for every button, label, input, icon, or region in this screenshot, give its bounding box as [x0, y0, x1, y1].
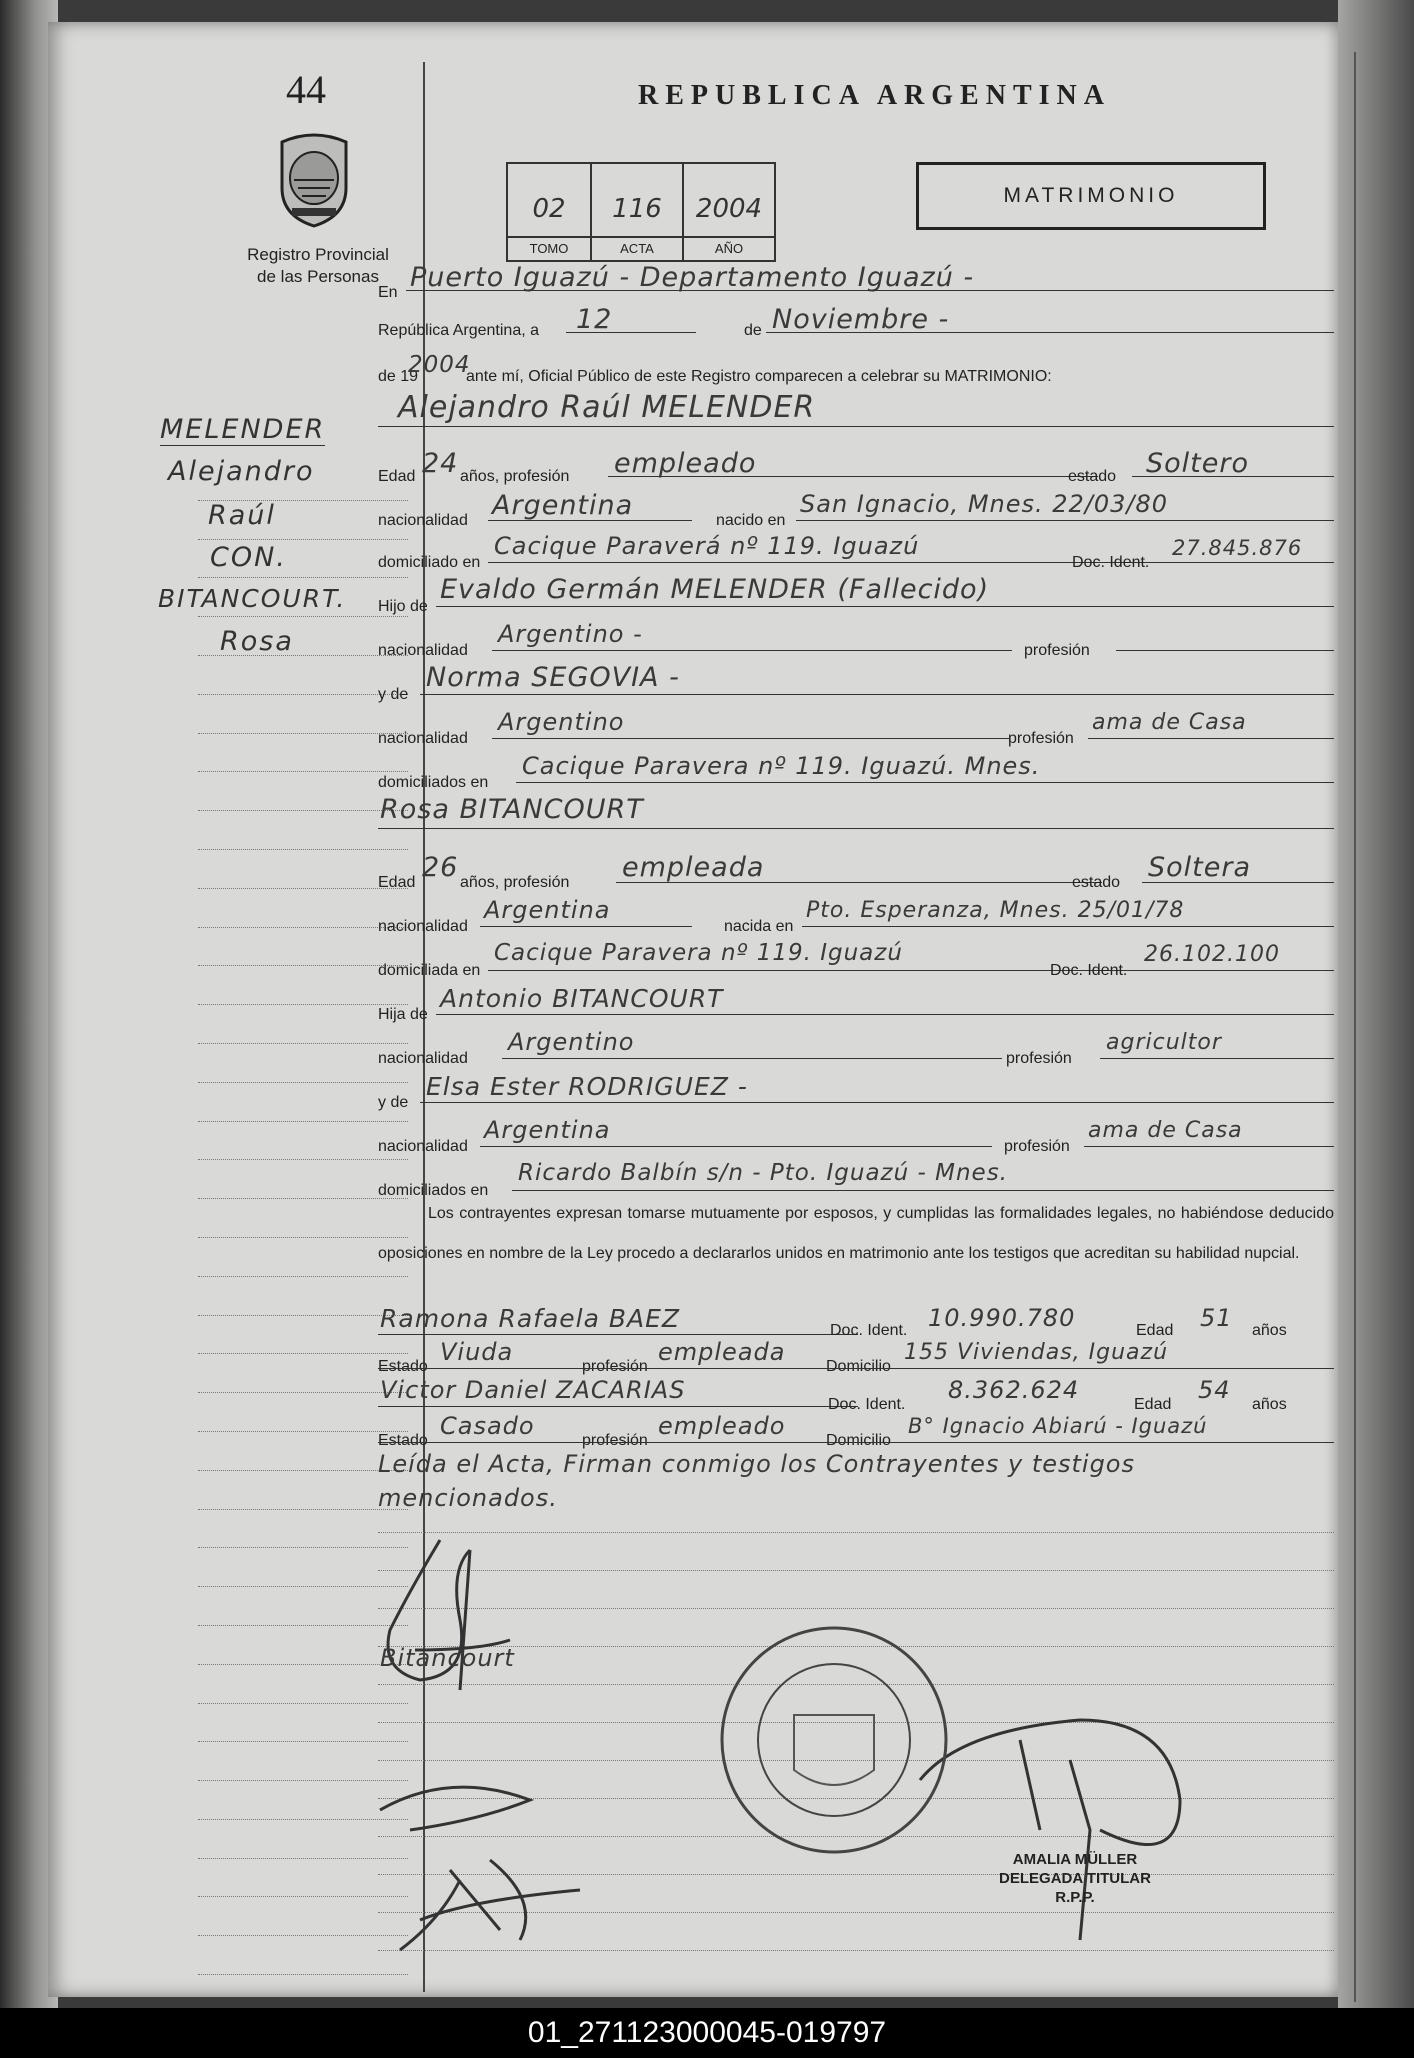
- bride-father-prof-line: [1100, 1058, 1334, 1059]
- anio-cell: [684, 164, 774, 260]
- groom-profesion-label: años, profesión: [460, 468, 570, 485]
- bride-father-prof: agricultor: [1106, 1030, 1222, 1055]
- groom-nac-label: nacionalidad: [378, 512, 468, 529]
- groom-parents-address: Cacique Paravera nº 119. Iguazú. Mnes.: [522, 752, 1041, 780]
- groom-mother-nat: Argentino: [498, 708, 625, 736]
- tomo-value: 02: [532, 194, 566, 224]
- bride-address-line: [488, 970, 1334, 971]
- bride-parents-dom-label: domiciliados en: [378, 1182, 489, 1199]
- bride-father-label: Hija de: [378, 1006, 428, 1023]
- groom-birth-line: [796, 520, 1334, 521]
- groom-address: Cacique Paraverá nº 119. Iguazú: [494, 532, 920, 560]
- tomo-label: TOMO: [508, 236, 590, 260]
- witness2-dom-label: Domicilio: [826, 1432, 891, 1449]
- bride-father-nat: Argentino: [508, 1028, 635, 1056]
- official-signature-block: [975, 1850, 1175, 1907]
- witness2-edad-label: Edad: [1134, 1396, 1172, 1413]
- bride-mother-line: [420, 1102, 1334, 1103]
- bride-nationality: Argentina: [484, 896, 611, 924]
- witness1-name: Ramona Rafaela BAEZ: [380, 1304, 681, 1333]
- month-line: [766, 332, 1334, 333]
- bride-estado-label: estado: [1072, 874, 1121, 891]
- province-crest-icon: [272, 128, 356, 228]
- witness2-anos-label: años: [1252, 1396, 1287, 1413]
- witness2-line2: [378, 1442, 1334, 1443]
- acta-cell: [592, 164, 684, 260]
- bride-signature: Bitancourt: [380, 1644, 515, 1672]
- bride-mother-prof: ama de Casa: [1088, 1118, 1243, 1143]
- groom-mother-prof: ama de Casa: [1092, 710, 1247, 735]
- groom-estado-label: estado: [1068, 468, 1117, 485]
- groom-name: Alejandro Raúl MELENDER: [398, 390, 816, 425]
- groom-father-prof-label: profesión: [1024, 642, 1090, 659]
- margin-note-line5: BITANCOURT.: [158, 584, 347, 613]
- bride-name: Rosa BITANCOURT: [380, 794, 644, 825]
- groom-father-prof-line: [1116, 650, 1334, 651]
- bride-profession: empleada: [622, 852, 765, 883]
- witness2-doc-label: Doc. Ident.: [828, 1396, 906, 1413]
- official-org: R.P.P.: [1055, 1889, 1095, 1906]
- witness1-profession: empleada: [658, 1338, 786, 1366]
- official-name: AMALIA MÜLLER: [1012, 1851, 1138, 1868]
- margin-note-line3: Raúl: [208, 500, 276, 531]
- groom-mother: Norma SEGOVIA -: [426, 662, 680, 693]
- bride-father-prof-label: profesión: [1006, 1050, 1072, 1067]
- witness1-anos-label: años: [1252, 1322, 1287, 1339]
- bride-name-line: [378, 828, 1334, 829]
- witness2-profession: empleado: [658, 1412, 786, 1440]
- witness1-age: 51: [1200, 1304, 1233, 1332]
- bride-edad-label: Edad: [378, 874, 416, 891]
- bride-mother-nac-label: nacionalidad: [378, 1138, 468, 1155]
- bride-mother-prof-label: profesión: [1004, 1138, 1070, 1155]
- groom-mother-nat-line: [492, 738, 1010, 739]
- witness2-prof-label: profesión: [582, 1432, 648, 1449]
- closing-line1: Leída el Acta, Firman conmigo los Contrayentes y testigos: [378, 1450, 1135, 1478]
- year-value: 2004: [408, 352, 471, 378]
- witness2-age: 54: [1198, 1376, 1231, 1404]
- place-line: [406, 290, 1334, 291]
- bride-nacida-label: nacida en: [724, 918, 794, 935]
- groom-address-line: [488, 562, 1334, 563]
- groom-estado-line: [1132, 476, 1334, 477]
- anio-value: 2004: [695, 194, 763, 224]
- bride-mother-nat: Argentina: [484, 1116, 611, 1144]
- groom-mother-prof-line: [1088, 738, 1334, 739]
- groom-father-line: [436, 606, 1334, 607]
- bride-father-nac-label: nacionalidad: [378, 1050, 468, 1067]
- margin-note-line6: Rosa: [220, 626, 294, 657]
- groom-mother-label: y de: [378, 686, 409, 703]
- bride-address: Cacique Paravera nº 119. Iguazú: [494, 940, 903, 966]
- bride-dom-label: domiciliada en: [378, 962, 481, 979]
- groom-father: Evaldo Germán MELENDER (Fallecido): [440, 574, 990, 605]
- witness2-name-line: [378, 1406, 858, 1407]
- bride-parents-address: Ricardo Balbín s/n - Pto. Iguazú - Mnes.: [518, 1160, 1008, 1186]
- bride-estado: Soltera: [1148, 852, 1252, 883]
- bride-nac-label: nacionalidad: [378, 918, 468, 935]
- groom-birth: San Ignacio, Mnes. 22/03/80: [800, 490, 1169, 518]
- bride-profession-line: [616, 882, 1102, 883]
- bride-parents-address-line: [512, 1190, 1334, 1191]
- witness2-estado: Casado: [440, 1412, 535, 1440]
- margin-note-line2: Alejandro: [168, 456, 315, 487]
- witness1-name-line: [378, 1334, 858, 1335]
- acta-value: 116: [612, 194, 662, 224]
- registry-name: [223, 244, 413, 288]
- bride-doc: 26.102.100: [1144, 942, 1280, 967]
- bride-father-nat-line: [502, 1058, 1002, 1059]
- witness1-prof-label: profesión: [582, 1358, 648, 1375]
- groom-mother-prof-label: profesión: [1008, 730, 1074, 747]
- bride-doc-label: Doc. Ident.: [1050, 962, 1128, 979]
- groom-parents-dom-label: domiciliados en: [378, 774, 489, 791]
- bride-nationality-line: [480, 926, 692, 927]
- bride-profesion-label: años, profesión: [460, 874, 570, 891]
- witness2-address: B° Ignacio Abiarú - Iguazú: [908, 1414, 1208, 1438]
- registry-line2: de las Personas: [257, 267, 379, 286]
- groom-parents-address-line: [516, 782, 1334, 783]
- groom-father-nat-line: [492, 650, 1012, 651]
- declaration-text: Los contrayentes expresan tomarse mutuamente por esposos, y cumplidas las formalidades legales, no habiéndose deducido oposiciones en nombre de la Ley procedo a declararlos unidos en matrimonio ante los testigos que acreditan su habilidad nupcial.: [378, 1205, 1334, 1262]
- bride-father: Antonio BITANCOURT: [440, 984, 724, 1013]
- groom-father-nat: Argentino -: [498, 620, 643, 648]
- anio-label: AÑO: [684, 236, 774, 260]
- witness1-edad-label: Edad: [1136, 1322, 1174, 1339]
- bride-father-line: [436, 1014, 1334, 1015]
- official-seal-icon: [714, 1620, 954, 1860]
- groom-mother-line: [420, 694, 1334, 695]
- day-value: 12: [576, 304, 613, 335]
- folio-number: 44: [286, 67, 326, 112]
- witness1-estado-label: Estado: [378, 1358, 428, 1375]
- month-value: Noviembre -: [772, 304, 950, 335]
- groom-nacido-label: nacido en: [716, 512, 786, 529]
- groom-doc: 27.845.876: [1172, 536, 1303, 560]
- bride-birth: Pto. Esperanza, Mnes. 25/01/78: [806, 898, 1185, 923]
- witness1-estado: Viuda: [440, 1338, 514, 1366]
- groom-nationality-line: [488, 520, 692, 521]
- tomo-cell: [508, 164, 592, 260]
- intro-text: ante mí, Oficial Público de este Registro comparecen a celebrar su MATRIMONIO:: [466, 368, 1052, 385]
- record-number-box: [506, 162, 776, 262]
- groom-profession-line: [608, 476, 1098, 477]
- registry-line1: Registro Provincial: [247, 245, 389, 264]
- day-line: [566, 332, 696, 333]
- margin-note-line4: CON.: [210, 542, 287, 573]
- groom-doc-label: Doc. Ident.: [1072, 554, 1150, 571]
- witness2-name: Victor Daniel ZACARIAS: [380, 1376, 686, 1404]
- bride-estado-line: [1142, 882, 1334, 883]
- right-margin-line: [1354, 52, 1356, 2002]
- witness1-address: 155 Viviendas, Iguazú: [904, 1340, 1169, 1365]
- groom-father-nac-label: nacionalidad: [378, 642, 468, 659]
- groom-profession: empleado: [614, 448, 757, 479]
- groom-name-line: [378, 426, 1334, 427]
- groom-age: 24: [422, 448, 459, 479]
- bride-mother-nat-line: [480, 1146, 992, 1147]
- bride-mother-label: y de: [378, 1094, 409, 1111]
- witness1-line2: [378, 1368, 1334, 1369]
- place-value: Puerto Iguazú - Departamento Iguazú -: [410, 262, 975, 293]
- republica-label: República Argentina, a: [378, 322, 539, 339]
- witness1-doc: 10.990.780: [928, 1304, 1076, 1332]
- bride-mother-prof-line: [1084, 1146, 1334, 1147]
- groom-mother-nac-label: nacionalidad: [378, 730, 468, 747]
- groom-edad-label: Edad: [378, 468, 416, 485]
- groom-estado: Soltero: [1146, 448, 1249, 479]
- groom-dom-label: domiciliado en: [378, 554, 481, 571]
- closing-line2: mencionados.: [378, 1484, 558, 1512]
- bride-birth-line: [802, 926, 1334, 927]
- witness1-dom-label: Domicilio: [826, 1358, 891, 1375]
- bride-mother: Elsa Ester RODRIGUEZ -: [426, 1072, 748, 1101]
- record-type-box: MATRIMONIO: [916, 162, 1266, 230]
- page-edge: [1338, 0, 1414, 2058]
- groom-nationality: Argentina: [492, 490, 634, 521]
- official-title: DELEGADA TITULAR: [999, 1870, 1151, 1887]
- groom-father-label: Hijo de: [378, 598, 428, 615]
- witness2-estado-label: Estado: [378, 1432, 428, 1449]
- country-title: REPUBLICA ARGENTINA: [638, 80, 1111, 111]
- witness2-doc: 8.362.624: [948, 1376, 1080, 1404]
- bride-age: 26: [422, 852, 459, 883]
- month-de-label: de: [744, 322, 762, 339]
- witness1-doc-label: Doc. Ident.: [830, 1322, 908, 1339]
- scan-id-footer: 01_271123000045-019797: [0, 2008, 1414, 2058]
- en-label: En: [378, 284, 398, 301]
- acta-label: ACTA: [592, 236, 682, 260]
- year-prefix: de 19: [378, 368, 419, 385]
- margin-note-surname: MELENDER: [160, 414, 326, 445]
